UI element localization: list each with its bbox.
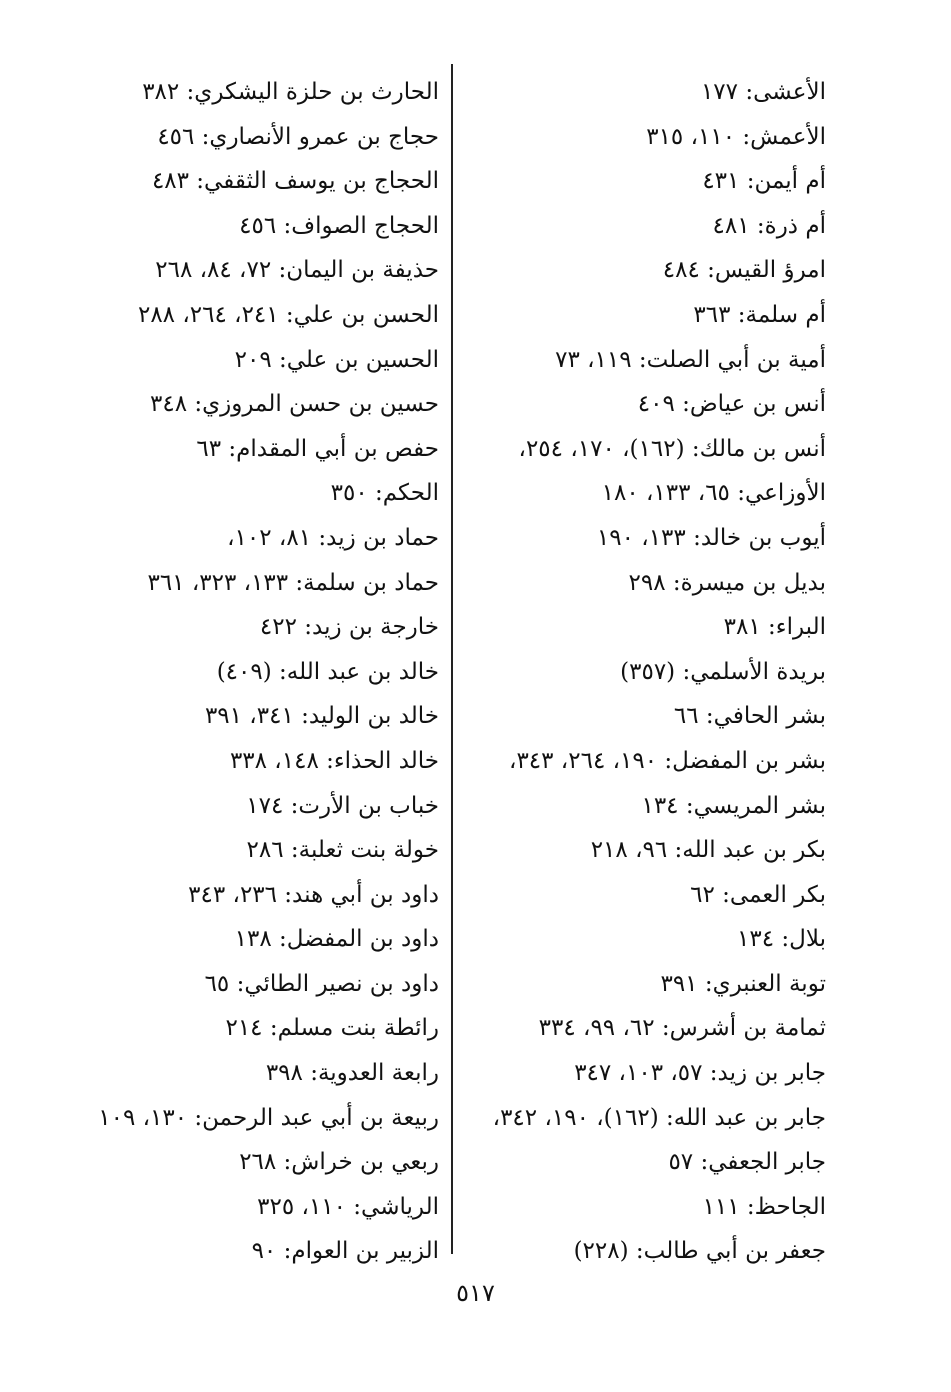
- index-entry: خالد بن عبد الله: (٤٠٩): [216, 658, 439, 685]
- page-number: ٥١٧: [456, 1279, 495, 1307]
- index-entry: بشر بن المفضل: ١٩٠، ٢٦٤، ٣٤٣،: [509, 747, 826, 774]
- index-entry: جعفر بن أبي طالب: (٢٢٨): [573, 1238, 826, 1265]
- index-entry: خالد بن الوليد: ٣٤١، ٣٩١: [204, 703, 439, 730]
- index-entry: الحارث بن حلزة اليشكري: ٣٨٢: [142, 79, 439, 105]
- index-entry: بديل بن ميسرة: ٢٩٨: [628, 569, 826, 596]
- index-entry: الحسن بن علي: ٢٤١، ٢٦٤، ٢٨٨: [137, 301, 439, 328]
- index-column-left: [24, 70, 439, 1274]
- index-entry: جابر بن عبد الله: (١٦٢)، ١٩٠، ٣٤٢،: [492, 1104, 826, 1131]
- column-divider: [451, 64, 453, 1254]
- index-entry: البراء: ٣٨١: [723, 614, 826, 641]
- index-entry: الحكم: ٣٥٠: [330, 480, 439, 507]
- index-entry: الزبير بن العوام: ٩٠: [251, 1238, 439, 1265]
- index-entry: ربيعة بن أبي عبد الرحمن: ١٣٠، ١٠٩: [98, 1104, 439, 1131]
- index-entry: أيوب بن خالد: ١٣٣، ١٩٠: [596, 524, 826, 551]
- index-entry: حجاج بن عمرو الأنصاري: ٤٥٦: [157, 123, 439, 150]
- index-entry: أم أيمن: ٤٣١: [702, 168, 826, 195]
- index-entry: ربعي بن خراش: ٢٦٨: [239, 1149, 439, 1176]
- index-entry: امرؤ القيس: ٤٨٤: [662, 257, 826, 284]
- index-entry: الحسين بن علي: ٢٠٩: [234, 346, 439, 373]
- index-entry: بشر المريسي: ١٣٤: [641, 792, 826, 819]
- index-entry: الحجاج الصواف: ٤٥٦: [239, 212, 439, 239]
- index-column-right: [492, 70, 826, 1274]
- index-entry: بشر الحافي: ٦٦: [673, 703, 826, 730]
- index-entry: حسين بن حسن المروزي: ٣٤٨: [150, 391, 439, 418]
- index-entry: بكر العمى: ٦٢: [690, 881, 826, 908]
- index-entry: أنس بن عياض: ٤٠٩: [637, 391, 826, 418]
- index-entry: الأوزاعي: ٦٥، ١٣٣، ١٨٠: [601, 480, 826, 507]
- index-entry: الرياشي: ١١٠، ٣٢٥: [257, 1193, 439, 1220]
- index-entry: داود بن نصير الطائي: ٦٥: [204, 970, 439, 997]
- index-entry: أم ذرة: ٤٨١: [712, 212, 826, 239]
- index-entry: حذيفة بن اليمان: ٧٢، ٨٤، ٢٦٨: [155, 257, 439, 284]
- index-entry: الحجاج بن يوسف الثقفي: ٤٨٣: [151, 168, 439, 195]
- index-entry: بكر بن عبد الله: ٩٦، ٢١٨: [590, 837, 826, 864]
- index-entry: داود بن أبي هند: ٢٣٦، ٣٤٣: [188, 881, 439, 908]
- index-entry: حماد بن زيد: ٨١، ١٠٢،: [227, 524, 439, 551]
- index-entry: أمية بن أبي الصلت: ١١٩، ٧٣: [555, 346, 826, 373]
- index-entry: حماد بن سلمة: ١٣٣، ٣٢٣، ٣٦١: [147, 569, 439, 596]
- index-entry: رابعة العدوية: ٣٩٨: [265, 1060, 439, 1087]
- index-entry: جابر بن زيد: ٥٧، ١٠٣، ٣٤٧: [574, 1060, 826, 1087]
- index-entry: ثمامة بن أشرس: ٦٢، ٩٩، ٣٣٤: [538, 1015, 826, 1042]
- index-entry: رائطة بنت مسلم: ٢١٤: [225, 1015, 439, 1042]
- index-entry: بلال: ١٣٤: [737, 926, 826, 953]
- index-entry: الجاحظ: ١١١: [702, 1193, 826, 1220]
- index-entry: خباب بن الأرت: ١٧٤: [246, 792, 439, 819]
- index-entry: الأعشى: ١٧٧: [700, 79, 826, 105]
- index-entry: بريدة الأسلمي: (٣٥٧): [620, 658, 826, 685]
- index-entry: أم سلمة: ٣٦٣: [693, 301, 826, 328]
- index-entry: خارجة بن زيد: ٤٢٢: [259, 614, 439, 641]
- index-entry: الأعمش: ١١٠، ٣١٥: [646, 123, 826, 150]
- index-entry: خولة بنت ثعلبة: ٢٨٦: [246, 837, 439, 864]
- index-entry: جابر الجعفي: ٥٧: [668, 1149, 826, 1176]
- index-entry: داود بن المفضل: ١٣٨: [234, 926, 439, 953]
- index-entry: أنس بن مالك: (١٦٢)، ١٧٠، ٢٥٤،: [518, 435, 826, 462]
- index-entry: خالد الحذاء: ١٤٨، ٣٣٨: [229, 747, 439, 774]
- index-entry: حفص بن أبي المقدام: ٦٣: [196, 435, 439, 462]
- index-entry: توبة العنبري: ٣٩١: [660, 970, 826, 997]
